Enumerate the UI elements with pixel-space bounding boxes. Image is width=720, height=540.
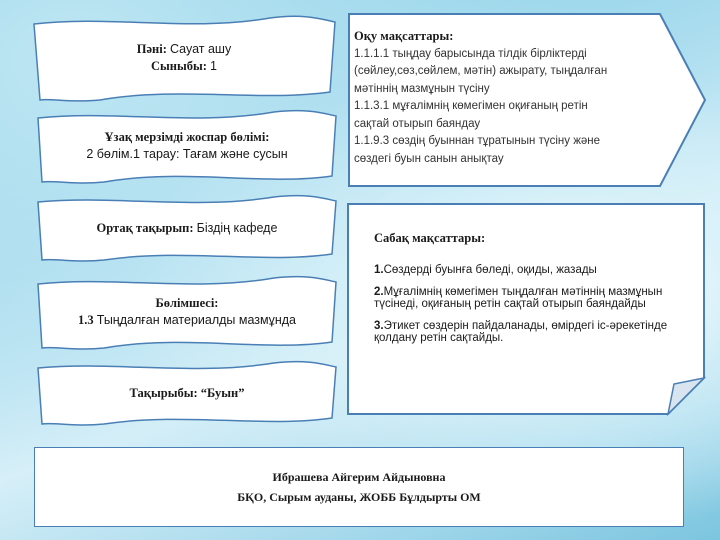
grade-label: Сыныбы: — [151, 58, 207, 73]
objective-line: (сөйлеу,сөз,сөйлем, мәтін) ажырату, тыңдалған — [354, 65, 608, 77]
long-term-plan-value: 2 бөлім.1 тарау: Тағам және сусын — [86, 147, 288, 161]
objective-line: 1.1.9.3 сөздің буыннан тұратынын түсіну және — [354, 135, 601, 147]
goal-item: 1.Сөздерді буынға бөледі, оқиды, жазады — [374, 264, 597, 276]
common-theme-value: Біздің кафеде — [196, 220, 278, 235]
subsection-num: 1.3 — [77, 313, 94, 327]
author-box — [34, 447, 684, 527]
author-name: Ибрашева Айгерим Айдыновна — [272, 470, 446, 484]
grade-value: 1 — [210, 58, 217, 73]
author-affiliation: БҚО, Сырым ауданы, ЖОББ Бұлдырты ОМ — [237, 490, 481, 504]
lesson-goals — [374, 232, 689, 354]
subsection-label: Бөлімшесі: — [155, 296, 219, 310]
learning-objectives-heading: Оқу мақсаттары: — [354, 29, 454, 43]
objective-line: мәтіннің мазмұнын түсіну — [354, 82, 490, 95]
subject-value: Сауат ашу — [170, 41, 232, 56]
long-term-plan-label: Ұзақ мерзімді жоспар бөлімі: — [104, 130, 270, 144]
common-theme-label: Ортақ тақырып: — [96, 220, 194, 235]
goal-item: 2.Мұғалімнің көмегімен тыңдалған мәтіннің мазмұнын түсінеді, оқиғаның ретін сақтай отырып баяндайды — [374, 286, 663, 310]
topic-value: “Буын” — [200, 385, 245, 400]
goal-item: 3.Этикет сөздерін пайдаланады, өмірдегі іс-әрекетінде қолдану ретін сақтайды. — [374, 320, 668, 344]
lesson-goals-heading: Сабақ мақсаттары: — [374, 231, 486, 245]
objective-line: сақтай отырып баяндау — [354, 117, 481, 130]
objective-line: сөздегі буын санын анықтау — [354, 152, 504, 165]
subsection-value: Тыңдалған материалды мазмұнда — [96, 313, 297, 327]
objective-line: 1.1.3.1 мұғалімнің көмегімен оқиғаның ретін — [354, 100, 588, 112]
subject-label: Пәні: — [136, 41, 167, 56]
topic-label: Тақырыбы: — [129, 385, 198, 400]
folded-corner — [668, 378, 704, 414]
objective-line: 1.1.1.1 тыңдау барысында тілдік бірліктерді — [354, 47, 587, 60]
